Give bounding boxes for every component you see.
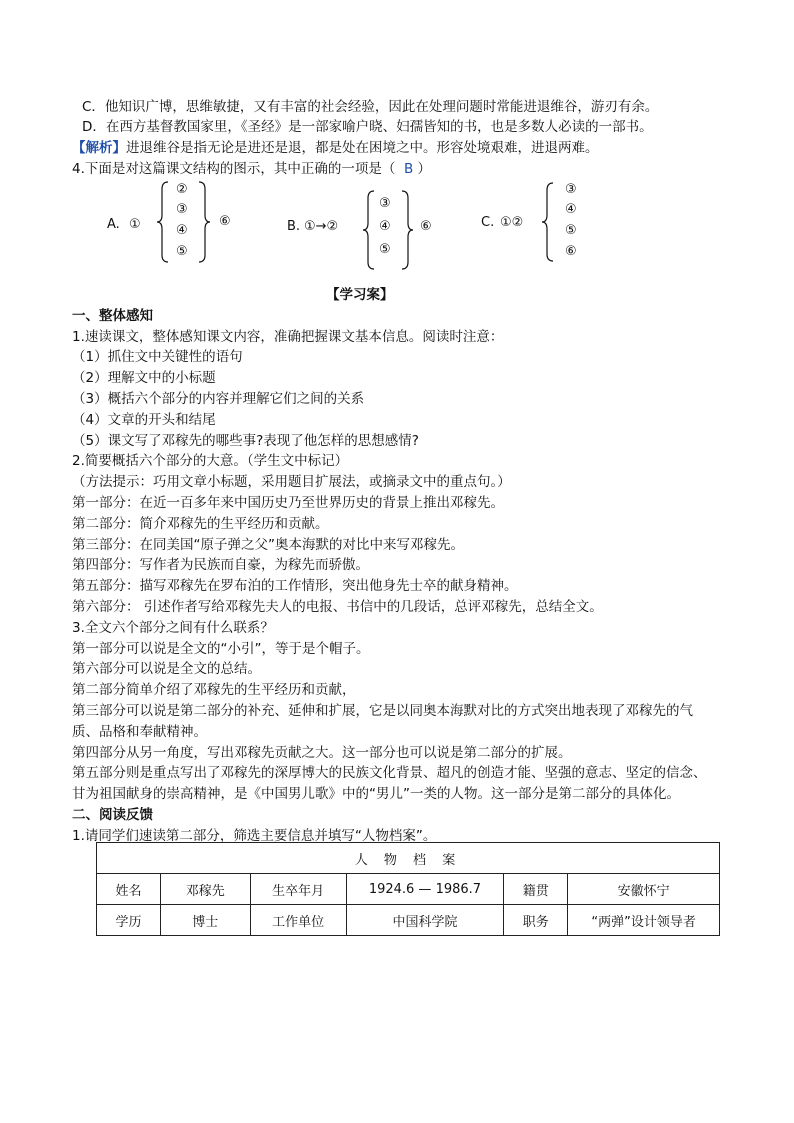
role-label: 职务 — [504, 905, 568, 936]
dates-label: 生卒年月 — [250, 874, 346, 905]
relation-line: 第三部分可以说是第二部分的补充、延伸和扩展，它是以同奥本海默对比的方式突出地表现了邓稼先的气 — [72, 703, 693, 719]
question-2: 2.简要概括六个部分的大意。（学生文中标记） — [72, 453, 349, 469]
option-c: C．他知识广博，思维敏捷，又有丰富的社会经验，因此在处理问题时常能进退维谷，游刃有余。 — [82, 99, 659, 115]
diagram-a-left: ① — [129, 217, 141, 232]
relation-line: 质、品格和奉献精神。 — [72, 724, 207, 740]
left-brace-icon — [362, 190, 376, 270]
diagram-b-item: ④ — [379, 219, 391, 234]
diagram-a-right: ⑥ — [219, 214, 231, 229]
analysis-tag: 【解析】 — [72, 140, 126, 156]
table-row — [97, 905, 720, 936]
education-label: 学历 — [97, 905, 161, 936]
heading-overall: 一、整体感知 — [72, 308, 153, 324]
part-summary: 第四部分：写作者为民族而自豪，为稼先而骄傲。 — [72, 557, 369, 573]
part-summary: 第六部分： 引述作者写给邓稼先夫人的电报、书信中的几段话，总评邓稼先，总结全文。 — [72, 599, 603, 615]
diagram-c-item: ⑥ — [565, 244, 577, 259]
diagram-a-item: ② — [176, 182, 188, 197]
question-4 — [72, 160, 431, 178]
analysis-line — [72, 139, 599, 157]
relation-line: 第二部分简单介绍了邓稼先的生平经历和贡献， — [72, 682, 356, 698]
diagram-a-label: A. — [107, 217, 120, 232]
diagram-c-item: ⑤ — [565, 223, 577, 238]
question-1: 1.速读课文，整体感知课文内容，准确把握课文基本信息。阅读时注意： — [72, 329, 504, 345]
tip-item: （5）课文写了邓稼先的哪些事?表现了他怎样的思想感情? — [72, 433, 419, 449]
question-4-close: ） — [417, 161, 432, 177]
question-profile: 1.请同学们速读第二部分，筛选主要信息并填写“人物档案”。 — [72, 828, 437, 844]
relation-line: 甘为祖国献身的崇高精神，是《中国男儿歌》中的“男儿”一类的人物。这一部分是第二部分的具体化。 — [72, 786, 680, 802]
diagram-b-left: ①→② — [304, 219, 339, 234]
diagram-c-left: ①② — [500, 215, 524, 230]
diagram-b-item: ⑤ — [379, 242, 391, 257]
question-3: 3.全文六个部分之间有什么联系？ — [72, 620, 274, 636]
tip-item: （3）概括六个部分的内容并理解它们之间的关系 — [72, 391, 365, 407]
part-summary: 第五部分：描写邓稼先在罗布泊的工作情形，突出他身先士卒的献身精神。 — [72, 578, 518, 594]
work-value: 中国科学院 — [346, 905, 504, 936]
option-d: D．在西方基督教国家里，《圣经》是一部家喻户晓、妇孺皆知的书，也是多数人必读的一部书。 — [82, 119, 653, 135]
diagram-a-item: ⑤ — [176, 244, 188, 259]
diagram-a-item: ③ — [176, 202, 188, 217]
tip-item: （1）抓住文中关键性的语句 — [72, 349, 243, 365]
question-4-text: 4.下面是对这篇课文结构的图示，其中正确的一项是（ — [72, 161, 396, 177]
method-hint: （方法提示：巧用文章小标题，采用题目扩展法，或摘录文中的重点句。） — [72, 474, 511, 490]
diagram-b-item: ③ — [379, 196, 391, 211]
left-brace-icon — [156, 181, 170, 263]
relation-line: 第一部分可以说是全文的“小引”，等于是个帽子。 — [72, 641, 370, 657]
name-value: 邓稼先 — [160, 874, 250, 905]
right-brace-icon — [400, 190, 414, 270]
name-label: 姓名 — [97, 874, 161, 905]
origin-label: 籍贯 — [504, 874, 568, 905]
table-row — [97, 874, 720, 905]
diagram-c-item: ④ — [565, 202, 577, 217]
part-summary: 第二部分：简介邓稼先的生平经历和贡献。 — [72, 516, 329, 532]
relation-line: 第五部分则是重点写出了邓稼先的深厚博大的民族文化背景、超凡的创造才能、坚强的意志、坚定的信念、 — [72, 765, 707, 781]
left-brace-icon — [541, 182, 555, 262]
diagram-c-item: ③ — [565, 182, 577, 197]
tip-item: （2）理解文中的小标题 — [72, 370, 216, 386]
work-label: 工作单位 — [250, 905, 346, 936]
right-brace-icon — [197, 181, 211, 263]
section-title: 【学习案】 — [326, 287, 394, 303]
education-value: 博士 — [160, 905, 250, 936]
relation-line: 第六部分可以说是全文的总结。 — [72, 661, 261, 677]
origin-value: 安徽怀宁 — [568, 874, 720, 905]
profile-title: 人 物 档 案 — [97, 843, 720, 874]
diagram-b-label: B. — [287, 219, 301, 234]
role-value: “两弹”设计领导者 — [568, 905, 720, 936]
analysis-text: 进退维谷是指无论是进还是退，都是处在困境之中。形容处境艰难，进退两难。 — [126, 140, 599, 156]
relation-line: 第四部分从另一角度，写出邓稼先贡献之大。这一部分也可以说是第二部分的扩展。 — [72, 745, 572, 761]
question-4-answer: B — [403, 161, 414, 177]
part-summary: 第一部分：在近一百多年来中国历史乃至世界历史的背景上推出邓稼先。 — [72, 495, 504, 511]
tip-item: （4）文章的开头和结尾 — [72, 412, 216, 428]
part-summary: 第三部分：在同美国“原子弹之父”奥本海默的对比中来写邓稼先。 — [72, 537, 464, 553]
diagram-a-item: ④ — [176, 223, 188, 238]
dates-value: 1924.6 — 1986.7 — [346, 874, 504, 905]
diagram-b-right: ⑥ — [420, 219, 432, 234]
heading-feedback: 二、阅读反馈 — [72, 807, 153, 823]
diagram-c-label: C. — [481, 215, 495, 230]
profile-table — [96, 842, 720, 936]
